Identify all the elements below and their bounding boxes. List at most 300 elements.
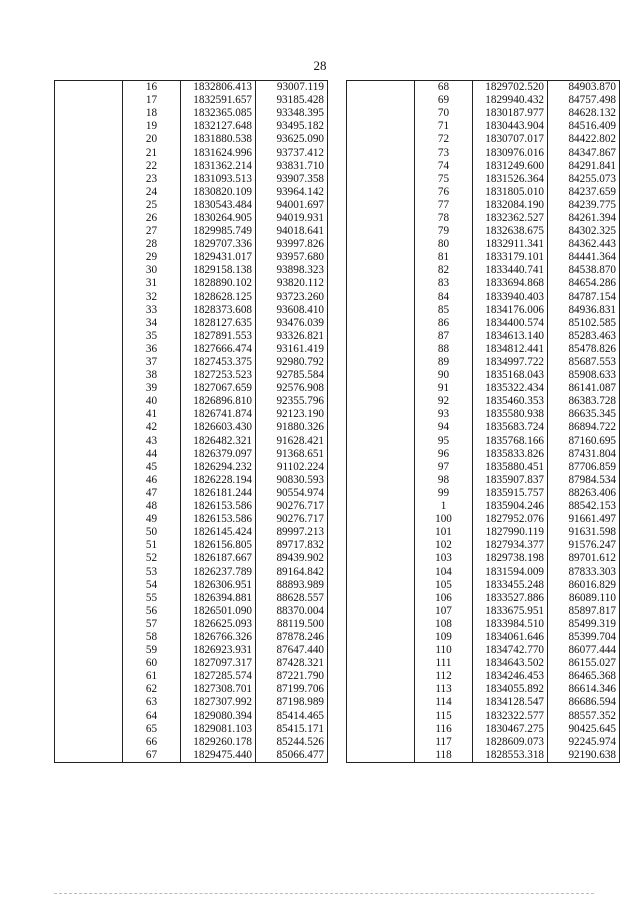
x-coordinate-cell: 1832365.085 <box>181 107 256 120</box>
point-number-cell: 112 <box>415 670 473 683</box>
y-coordinate-cell: 84291.841 <box>548 160 620 173</box>
x-coordinate-cell: 1833694.868 <box>473 277 548 290</box>
y-coordinate-cell: 85415.171 <box>256 723 328 736</box>
point-number-cell: 60 <box>123 657 181 670</box>
y-coordinate-cell: 93007.119 <box>256 81 328 95</box>
y-coordinate-cell: 84787.154 <box>548 291 620 304</box>
x-coordinate-cell: 1834643.502 <box>473 657 548 670</box>
x-coordinate-cell: 1835580.938 <box>473 408 548 421</box>
coordinates-table-right-body <box>347 81 620 763</box>
point-number-cell: 53 <box>123 565 181 578</box>
point-number-cell: 61 <box>123 670 181 683</box>
x-coordinate-cell: 1829738.198 <box>473 552 548 565</box>
y-coordinate-cell: 90830.593 <box>256 474 328 487</box>
y-coordinate-cell: 90425.645 <box>548 723 620 736</box>
point-number-cell: 40 <box>123 395 181 408</box>
y-coordinate-cell: 87647.440 <box>256 644 328 657</box>
point-number-cell: 101 <box>415 526 473 539</box>
x-coordinate-cell: 1827666.474 <box>181 343 256 356</box>
x-coordinate-cell: 1829158.138 <box>181 264 256 277</box>
x-coordinate-cell: 1826153.586 <box>181 500 256 513</box>
point-number-cell: 98 <box>415 474 473 487</box>
point-number-cell: 62 <box>123 683 181 696</box>
point-number-cell: 82 <box>415 264 473 277</box>
x-coordinate-cell: 1833940.403 <box>473 291 548 304</box>
point-number-cell: 87 <box>415 330 473 343</box>
x-coordinate-cell: 1826228.194 <box>181 474 256 487</box>
x-coordinate-cell: 1827308.701 <box>181 683 256 696</box>
x-coordinate-cell: 1832591.657 <box>181 94 256 107</box>
y-coordinate-cell: 84757.498 <box>548 94 620 107</box>
point-number-cell: 47 <box>123 487 181 500</box>
x-coordinate-cell: 1826156.805 <box>181 539 256 552</box>
y-coordinate-cell: 89701.612 <box>548 552 620 565</box>
y-coordinate-cell: 86894.722 <box>548 421 620 434</box>
y-coordinate-cell: 93476.039 <box>256 317 328 330</box>
y-coordinate-cell: 84237.659 <box>548 186 620 199</box>
table-row <box>347 81 620 95</box>
x-coordinate-cell: 1833527.886 <box>473 592 548 605</box>
x-coordinate-cell: 1834997.722 <box>473 356 548 369</box>
point-number-cell: 105 <box>415 579 473 592</box>
point-number-cell: 79 <box>415 225 473 238</box>
point-number-cell: 18 <box>123 107 181 120</box>
x-coordinate-cell: 1829707.336 <box>181 238 256 251</box>
point-number-cell: 48 <box>123 500 181 513</box>
point-number-cell: 28 <box>123 238 181 251</box>
x-coordinate-cell: 1833440.741 <box>473 264 548 277</box>
point-number-cell: 24 <box>123 186 181 199</box>
y-coordinate-cell: 93820.112 <box>256 277 328 290</box>
point-number-cell: 29 <box>123 251 181 264</box>
x-coordinate-cell: 1826294.232 <box>181 461 256 474</box>
x-coordinate-cell: 1835904.246 <box>473 500 548 513</box>
y-coordinate-cell: 88557.352 <box>548 710 620 723</box>
x-coordinate-cell: 1830707.017 <box>473 133 548 146</box>
y-coordinate-cell: 91576.247 <box>548 539 620 552</box>
x-coordinate-cell: 1829081.103 <box>181 723 256 736</box>
point-number-cell: 49 <box>123 513 181 526</box>
point-number-cell: 44 <box>123 448 181 461</box>
point-number-cell: 1 <box>415 500 473 513</box>
point-number-cell: 59 <box>123 644 181 657</box>
x-coordinate-cell: 1831805.010 <box>473 186 548 199</box>
y-coordinate-cell: 92785.584 <box>256 369 328 382</box>
x-coordinate-cell: 1829985.749 <box>181 225 256 238</box>
point-number-cell: 92 <box>415 395 473 408</box>
x-coordinate-cell: 1827453.375 <box>181 356 256 369</box>
point-number-cell: 81 <box>415 251 473 264</box>
x-coordinate-cell: 1835168.043 <box>473 369 548 382</box>
x-coordinate-cell: 1831880.538 <box>181 133 256 146</box>
point-number-cell: 93 <box>415 408 473 421</box>
y-coordinate-cell: 93997.826 <box>256 238 328 251</box>
y-coordinate-cell: 89717.832 <box>256 539 328 552</box>
y-coordinate-cell: 86089.110 <box>548 592 620 605</box>
point-number-cell: 43 <box>123 435 181 448</box>
point-number-cell: 38 <box>123 369 181 382</box>
x-coordinate-cell: 1826306.951 <box>181 579 256 592</box>
x-coordinate-cell: 1827285.574 <box>181 670 256 683</box>
point-number-cell: 70 <box>415 107 473 120</box>
x-coordinate-cell: 1835907.837 <box>473 474 548 487</box>
x-coordinate-cell: 1827952.076 <box>473 513 548 526</box>
point-number-cell: 69 <box>415 94 473 107</box>
point-number-cell: 36 <box>123 343 181 356</box>
point-number-cell: 31 <box>123 277 181 290</box>
y-coordinate-cell: 92980.792 <box>256 356 328 369</box>
x-coordinate-cell: 1830187.977 <box>473 107 548 120</box>
x-coordinate-cell: 1827067.659 <box>181 382 256 395</box>
y-coordinate-cell: 85897.817 <box>548 605 620 618</box>
point-number-cell: 21 <box>123 146 181 159</box>
point-number-cell: 65 <box>123 723 181 736</box>
point-number-cell: 71 <box>415 120 473 133</box>
coordinates-table-left <box>54 80 328 763</box>
x-coordinate-cell: 1827253.523 <box>181 369 256 382</box>
point-number-cell: 51 <box>123 539 181 552</box>
y-coordinate-cell: 93831.710 <box>256 160 328 173</box>
point-number-cell: 55 <box>123 592 181 605</box>
y-coordinate-cell: 92576.908 <box>256 382 328 395</box>
x-coordinate-cell: 1835322.434 <box>473 382 548 395</box>
y-coordinate-cell: 93737.412 <box>256 146 328 159</box>
y-coordinate-cell: 86077.444 <box>548 644 620 657</box>
x-coordinate-cell: 1832638.675 <box>473 225 548 238</box>
y-coordinate-cell: 88628.557 <box>256 592 328 605</box>
x-coordinate-cell: 1827891.553 <box>181 330 256 343</box>
x-coordinate-cell: 1835768.166 <box>473 435 548 448</box>
point-number-cell: 77 <box>415 199 473 212</box>
point-number-cell: 118 <box>415 749 473 763</box>
x-coordinate-cell: 1826923.931 <box>181 644 256 657</box>
x-coordinate-cell: 1831249.600 <box>473 160 548 173</box>
x-coordinate-cell: 1834613.140 <box>473 330 548 343</box>
x-coordinate-cell: 1831624.996 <box>181 146 256 159</box>
y-coordinate-cell: 85478.826 <box>548 343 620 356</box>
y-coordinate-cell: 85908.633 <box>548 369 620 382</box>
x-coordinate-cell: 1833984.510 <box>473 618 548 631</box>
x-coordinate-cell: 1827934.377 <box>473 539 548 552</box>
empty-cell <box>55 81 123 763</box>
x-coordinate-cell: 1830467.275 <box>473 723 548 736</box>
y-coordinate-cell: 84255.073 <box>548 173 620 186</box>
y-coordinate-cell: 89164.842 <box>256 565 328 578</box>
y-coordinate-cell: 93964.142 <box>256 186 328 199</box>
x-coordinate-cell: 1829702.520 <box>473 81 548 95</box>
point-number-cell: 32 <box>123 291 181 304</box>
y-coordinate-cell: 86635.345 <box>548 408 620 421</box>
y-coordinate-cell: 84347.867 <box>548 146 620 159</box>
point-number-cell: 108 <box>415 618 473 631</box>
point-number-cell: 90 <box>415 369 473 382</box>
x-coordinate-cell: 1826482.321 <box>181 435 256 448</box>
x-coordinate-cell: 1826181.244 <box>181 487 256 500</box>
y-coordinate-cell: 84261.394 <box>548 212 620 225</box>
point-number-cell: 35 <box>123 330 181 343</box>
x-coordinate-cell: 1831526.364 <box>473 173 548 186</box>
x-coordinate-cell: 1832806.413 <box>181 81 256 95</box>
y-coordinate-cell: 86465.368 <box>548 670 620 683</box>
x-coordinate-cell: 1830543.484 <box>181 199 256 212</box>
x-coordinate-cell: 1826237.789 <box>181 565 256 578</box>
y-coordinate-cell: 90554.974 <box>256 487 328 500</box>
x-coordinate-cell: 1830264.905 <box>181 212 256 225</box>
point-number-cell: 20 <box>123 133 181 146</box>
y-coordinate-cell: 90276.717 <box>256 513 328 526</box>
point-number-cell: 72 <box>415 133 473 146</box>
x-coordinate-cell: 1827990.119 <box>473 526 548 539</box>
y-coordinate-cell: 88263.406 <box>548 487 620 500</box>
point-number-cell: 100 <box>415 513 473 526</box>
point-number-cell: 111 <box>415 657 473 670</box>
x-coordinate-cell: 1832084.190 <box>473 199 548 212</box>
y-coordinate-cell: 84302.325 <box>548 225 620 238</box>
x-coordinate-cell: 1828890.102 <box>181 277 256 290</box>
x-coordinate-cell: 1830820.109 <box>181 186 256 199</box>
y-coordinate-cell: 86141.087 <box>548 382 620 395</box>
point-number-cell: 63 <box>123 696 181 709</box>
y-coordinate-cell: 88893.989 <box>256 579 328 592</box>
y-coordinate-cell: 87199.706 <box>256 683 328 696</box>
y-coordinate-cell: 90276.717 <box>256 500 328 513</box>
point-number-cell: 68 <box>415 81 473 95</box>
y-coordinate-cell: 93723.260 <box>256 291 328 304</box>
point-number-cell: 58 <box>123 631 181 644</box>
x-coordinate-cell: 1828553.318 <box>473 749 548 763</box>
coordinates-table-right <box>346 80 620 763</box>
y-coordinate-cell: 84362.443 <box>548 238 620 251</box>
y-coordinate-cell: 87428.321 <box>256 657 328 670</box>
coordinates-table-left-body <box>55 81 328 763</box>
point-number-cell: 86 <box>415 317 473 330</box>
point-number-cell: 57 <box>123 618 181 631</box>
point-number-cell: 23 <box>123 173 181 186</box>
point-number-cell: 41 <box>123 408 181 421</box>
y-coordinate-cell: 86383.728 <box>548 395 620 408</box>
point-number-cell: 73 <box>415 146 473 159</box>
x-coordinate-cell: 1834055.892 <box>473 683 548 696</box>
point-number-cell: 42 <box>123 421 181 434</box>
x-coordinate-cell: 1832322.577 <box>473 710 548 723</box>
point-number-cell: 102 <box>415 539 473 552</box>
y-coordinate-cell: 88119.500 <box>256 618 328 631</box>
point-number-cell: 56 <box>123 605 181 618</box>
y-coordinate-cell: 87160.695 <box>548 435 620 448</box>
y-coordinate-cell: 85244.526 <box>256 736 328 749</box>
point-number-cell: 45 <box>123 461 181 474</box>
point-number-cell: 54 <box>123 579 181 592</box>
x-coordinate-cell: 1828373.608 <box>181 304 256 317</box>
point-number-cell: 26 <box>123 212 181 225</box>
y-coordinate-cell: 89439.902 <box>256 552 328 565</box>
y-coordinate-cell: 87984.534 <box>548 474 620 487</box>
y-coordinate-cell: 85414.465 <box>256 710 328 723</box>
point-number-cell: 37 <box>123 356 181 369</box>
point-number-cell: 34 <box>123 317 181 330</box>
x-coordinate-cell: 1826145.424 <box>181 526 256 539</box>
y-coordinate-cell: 91368.651 <box>256 448 328 461</box>
y-coordinate-cell: 93495.182 <box>256 120 328 133</box>
point-number-cell: 74 <box>415 160 473 173</box>
x-coordinate-cell: 1835915.757 <box>473 487 548 500</box>
point-number-cell: 116 <box>415 723 473 736</box>
y-coordinate-cell: 84441.364 <box>548 251 620 264</box>
y-coordinate-cell: 94019.931 <box>256 212 328 225</box>
y-coordinate-cell: 84538.870 <box>548 264 620 277</box>
y-coordinate-cell: 91661.497 <box>548 513 620 526</box>
y-coordinate-cell: 93348.395 <box>256 107 328 120</box>
x-coordinate-cell: 1830976.016 <box>473 146 548 159</box>
point-number-cell: 25 <box>123 199 181 212</box>
x-coordinate-cell: 1826394.881 <box>181 592 256 605</box>
y-coordinate-cell: 84422.802 <box>548 133 620 146</box>
point-number-cell: 46 <box>123 474 181 487</box>
page-number: 28 <box>313 58 327 73</box>
x-coordinate-cell: 1831594.009 <box>473 565 548 578</box>
point-number-cell: 80 <box>415 238 473 251</box>
point-number-cell: 17 <box>123 94 181 107</box>
x-coordinate-cell: 1826603.430 <box>181 421 256 434</box>
x-coordinate-cell: 1827097.317 <box>181 657 256 670</box>
point-number-cell: 84 <box>415 291 473 304</box>
x-coordinate-cell: 1828628.125 <box>181 291 256 304</box>
point-number-cell: 85 <box>415 304 473 317</box>
x-coordinate-cell: 1826379.097 <box>181 448 256 461</box>
point-number-cell: 94 <box>415 421 473 434</box>
y-coordinate-cell: 93898.323 <box>256 264 328 277</box>
x-coordinate-cell: 1826625.093 <box>181 618 256 631</box>
y-coordinate-cell: 87198.989 <box>256 696 328 709</box>
point-number-cell: 50 <box>123 526 181 539</box>
y-coordinate-cell: 94001.697 <box>256 199 328 212</box>
point-number-cell: 76 <box>415 186 473 199</box>
y-coordinate-cell: 84239.775 <box>548 199 620 212</box>
x-coordinate-cell: 1826741.874 <box>181 408 256 421</box>
y-coordinate-cell: 93907.358 <box>256 173 328 186</box>
y-coordinate-cell: 85066.477 <box>256 749 328 763</box>
point-number-cell: 22 <box>123 160 181 173</box>
x-coordinate-cell: 1834812.441 <box>473 343 548 356</box>
x-coordinate-cell: 1826187.667 <box>181 552 256 565</box>
y-coordinate-cell: 91628.421 <box>256 435 328 448</box>
point-number-cell: 91 <box>415 382 473 395</box>
point-number-cell: 104 <box>415 565 473 578</box>
y-coordinate-cell: 92190.638 <box>548 749 620 763</box>
y-coordinate-cell: 87431.804 <box>548 448 620 461</box>
x-coordinate-cell: 1834176.006 <box>473 304 548 317</box>
y-coordinate-cell: 84903.870 <box>548 81 620 95</box>
point-number-cell: 97 <box>415 461 473 474</box>
y-coordinate-cell: 87706.859 <box>548 461 620 474</box>
x-coordinate-cell: 1835833.826 <box>473 448 548 461</box>
x-coordinate-cell: 1826153.586 <box>181 513 256 526</box>
x-coordinate-cell: 1835880.451 <box>473 461 548 474</box>
x-coordinate-cell: 1832127.648 <box>181 120 256 133</box>
x-coordinate-cell: 1826896.810 <box>181 395 256 408</box>
point-number-cell: 19 <box>123 120 181 133</box>
point-number-cell: 27 <box>123 225 181 238</box>
point-number-cell: 33 <box>123 304 181 317</box>
table-row <box>55 81 328 95</box>
y-coordinate-cell: 85687.553 <box>548 356 620 369</box>
point-number-cell: 30 <box>123 264 181 277</box>
y-coordinate-cell: 94018.641 <box>256 225 328 238</box>
point-number-cell: 99 <box>415 487 473 500</box>
point-number-cell: 52 <box>123 552 181 565</box>
x-coordinate-cell: 1834400.574 <box>473 317 548 330</box>
x-coordinate-cell: 1835683.724 <box>473 421 548 434</box>
y-coordinate-cell: 87833.303 <box>548 565 620 578</box>
y-coordinate-cell: 84628.132 <box>548 107 620 120</box>
y-coordinate-cell: 93957.680 <box>256 251 328 264</box>
point-number-cell: 110 <box>415 644 473 657</box>
x-coordinate-cell: 1831093.513 <box>181 173 256 186</box>
x-coordinate-cell: 1827307.992 <box>181 696 256 709</box>
point-number-cell: 115 <box>415 710 473 723</box>
y-coordinate-cell: 93161.419 <box>256 343 328 356</box>
x-coordinate-cell: 1835460.353 <box>473 395 548 408</box>
point-number-cell: 95 <box>415 435 473 448</box>
y-coordinate-cell: 85499.319 <box>548 618 620 631</box>
point-number-cell: 67 <box>123 749 181 763</box>
x-coordinate-cell: 1832362.527 <box>473 212 548 225</box>
x-coordinate-cell: 1828127.635 <box>181 317 256 330</box>
y-coordinate-cell: 89997.213 <box>256 526 328 539</box>
x-coordinate-cell: 1834742.770 <box>473 644 548 657</box>
y-coordinate-cell: 93625.090 <box>256 133 328 146</box>
point-number-cell: 96 <box>415 448 473 461</box>
y-coordinate-cell: 85102.585 <box>548 317 620 330</box>
y-coordinate-cell: 86016.829 <box>548 579 620 592</box>
x-coordinate-cell: 1834128.547 <box>473 696 548 709</box>
point-number-cell: 78 <box>415 212 473 225</box>
footer-divider <box>54 893 594 894</box>
point-number-cell: 83 <box>415 277 473 290</box>
y-coordinate-cell: 91880.326 <box>256 421 328 434</box>
y-coordinate-cell: 93326.821 <box>256 330 328 343</box>
y-coordinate-cell: 92355.796 <box>256 395 328 408</box>
point-number-cell: 89 <box>415 356 473 369</box>
point-number-cell: 109 <box>415 631 473 644</box>
y-coordinate-cell: 88542.153 <box>548 500 620 513</box>
point-number-cell: 114 <box>415 696 473 709</box>
y-coordinate-cell: 91631.598 <box>548 526 620 539</box>
point-number-cell: 103 <box>415 552 473 565</box>
y-coordinate-cell: 84516.409 <box>548 120 620 133</box>
x-coordinate-cell: 1829080.394 <box>181 710 256 723</box>
point-number-cell: 107 <box>415 605 473 618</box>
point-number-cell: 16 <box>123 81 181 95</box>
x-coordinate-cell: 1831362.214 <box>181 160 256 173</box>
x-coordinate-cell: 1828609.073 <box>473 736 548 749</box>
x-coordinate-cell: 1829431.017 <box>181 251 256 264</box>
point-number-cell: 64 <box>123 710 181 723</box>
point-number-cell: 39 <box>123 382 181 395</box>
y-coordinate-cell: 91102.224 <box>256 461 328 474</box>
x-coordinate-cell: 1832911.341 <box>473 238 548 251</box>
x-coordinate-cell: 1830443.904 <box>473 120 548 133</box>
point-number-cell: 113 <box>415 683 473 696</box>
y-coordinate-cell: 92245.974 <box>548 736 620 749</box>
point-number-cell: 66 <box>123 736 181 749</box>
y-coordinate-cell: 84654.286 <box>548 277 620 290</box>
x-coordinate-cell: 1829940.432 <box>473 94 548 107</box>
x-coordinate-cell: 1833179.101 <box>473 251 548 264</box>
y-coordinate-cell: 93185.428 <box>256 94 328 107</box>
x-coordinate-cell: 1826766.326 <box>181 631 256 644</box>
y-coordinate-cell: 87878.246 <box>256 631 328 644</box>
